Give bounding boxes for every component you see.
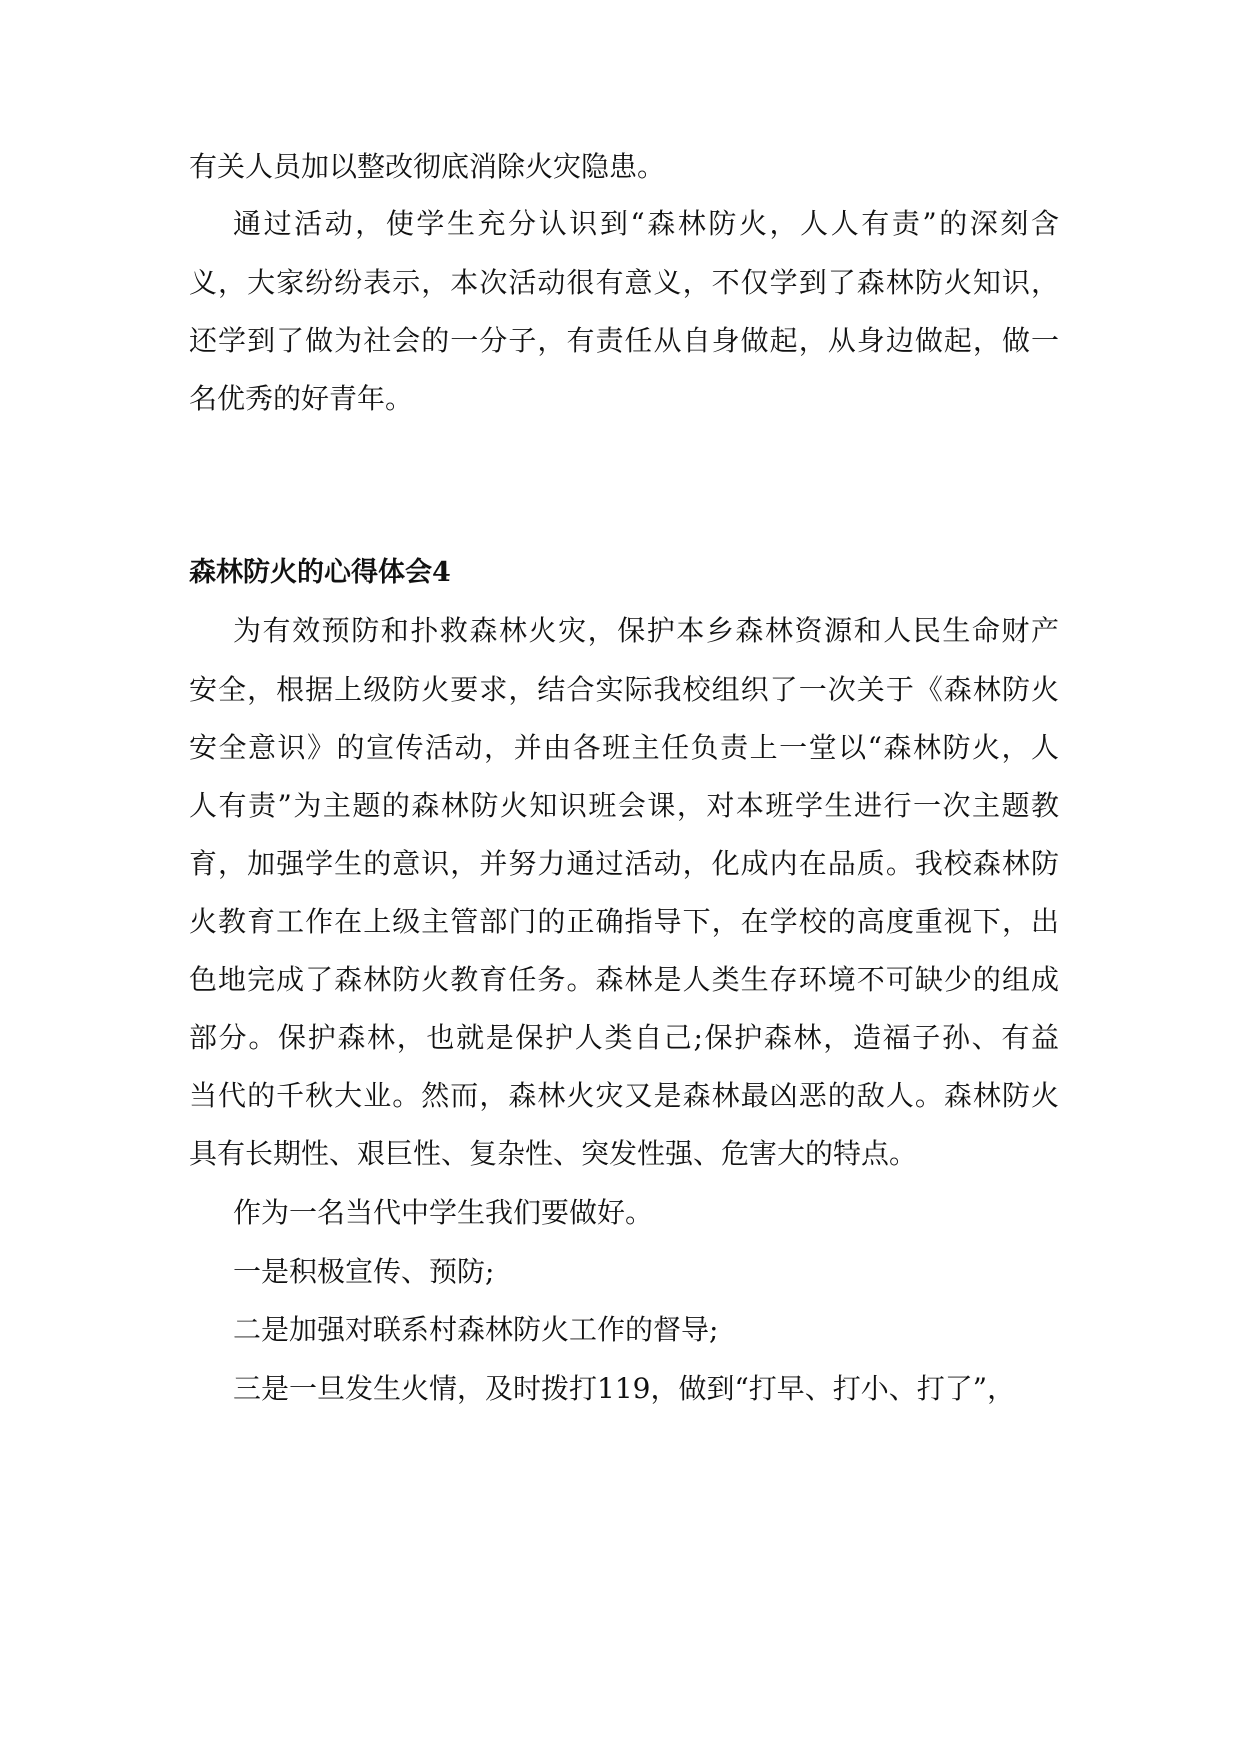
list-item: 一是积极宣传、预防; (233, 1255, 495, 1288)
text-line: 色地完成了森林防火教育任务。森林是人类生存环境不可缺少的组成 (189, 963, 1059, 996)
text-line: 部分。保护森林，也就是保护人类自己;保护森林，造福子孙、有益 (189, 1021, 1059, 1054)
text-line: 名优秀的好青年。 (189, 382, 414, 415)
intro-line: 作为一名当代中学生我们要做好。 (233, 1196, 654, 1229)
text-line: 为有效预防和扑救森林火灾，保护本乡森林资源和人民生命财产 (233, 614, 1059, 647)
text-line: 人有责”为主题的森林防火知识班会课，对本班学生进行一次主题教 (189, 789, 1059, 822)
text-line: 育，加强学生的意识，并努力通过活动，化成内在品质。我校森林防 (189, 847, 1059, 880)
list-item: 二是加强对联系村森林防火工作的督导; (233, 1313, 719, 1346)
section-title: 森林防火的心得体会4 (189, 557, 451, 588)
text-line: 当代的千秋大业。然而，森林火灾又是森林最凶恶的敌人。森林防火 (189, 1079, 1059, 1112)
text-line: 通过活动，使学生充分认识到“森林防火，人人有责”的深刻含 (233, 207, 1059, 240)
text-line: 义，大家纷纷表示，本次活动很有意义，不仅学到了森林防火知识， (189, 266, 1059, 299)
text-line: 具有长期性、艰巨性、复杂性、突发性强、危害大的特点。 (189, 1137, 918, 1170)
text-line: 安全意识》的宣传活动，并由各班主任负责上一堂以“森林防火，人 (189, 731, 1059, 764)
text-line: 安全，根据上级防火要求，结合实际我校组织了一次关于《森林防火 (189, 673, 1059, 706)
text-line: 有关人员加以整改彻底消除火灾隐患。 (189, 150, 666, 183)
list-item: 三是一旦发生火情，及时拨打119，做到“打早、打小、打了”， (233, 1372, 1016, 1405)
text-line: 火教育工作在上级主管部门的正确指导下，在学校的高度重视下，出 (189, 905, 1059, 938)
text-line: 还学到了做为社会的一分子，有责任从自身做起，从身边做起，做一 (189, 324, 1059, 357)
